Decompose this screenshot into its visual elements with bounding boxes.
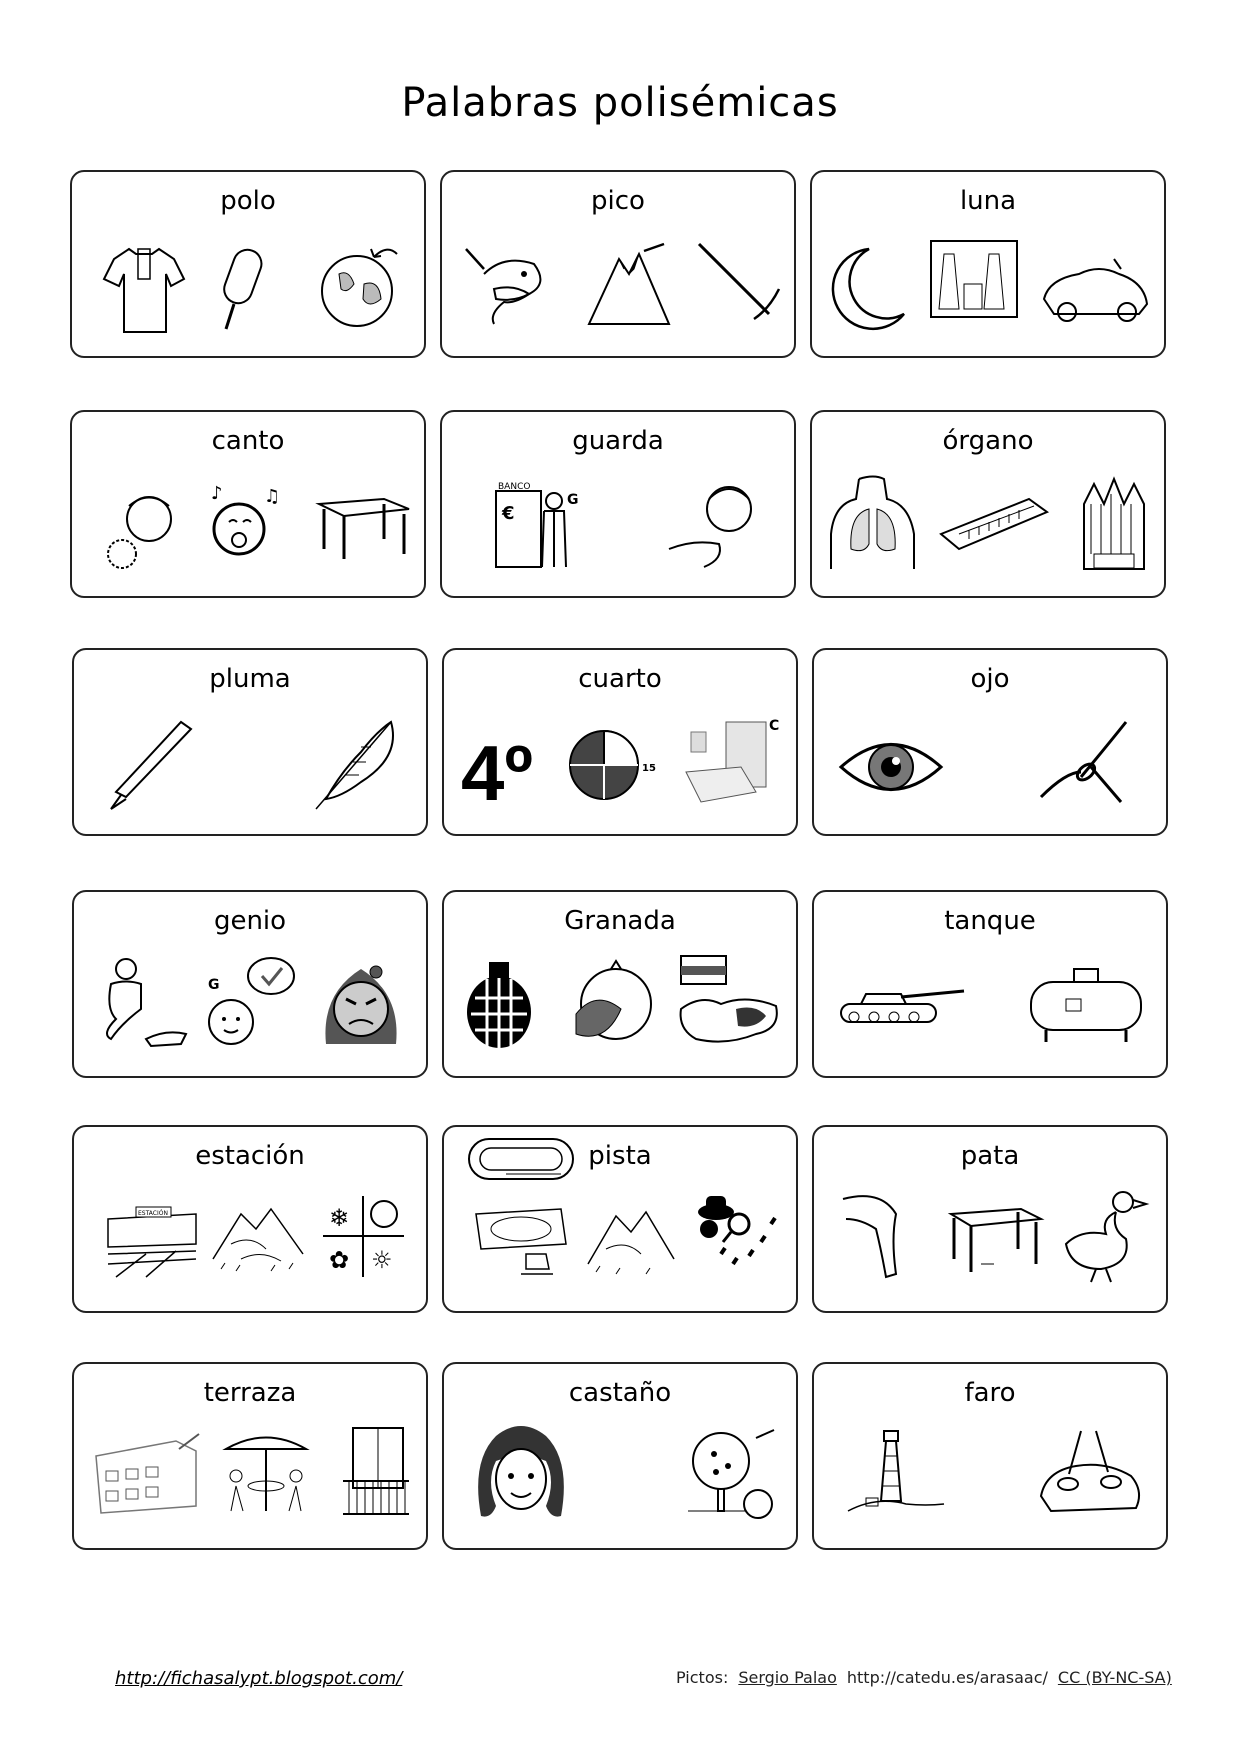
animal-leg-icon	[841, 1189, 911, 1284]
car-window-icon	[1039, 254, 1149, 324]
guard-letter: G	[567, 492, 579, 508]
card-genio	[72, 890, 428, 1078]
feather-icon	[311, 717, 401, 812]
card-guarda	[440, 410, 796, 598]
card-word: canto	[211, 426, 285, 456]
ice-rink-icon	[471, 1204, 571, 1279]
water-tank-icon	[1026, 964, 1146, 1044]
card-word: polo	[220, 186, 276, 216]
balcony-icon	[341, 1426, 411, 1516]
card-cuarto	[442, 648, 798, 836]
genius-icon	[206, 954, 296, 1049]
ski-slope-icon	[586, 1204, 676, 1279]
euro-sign: €	[502, 503, 515, 524]
card-word: cuarto	[578, 664, 662, 694]
grenade-icon	[461, 954, 541, 1049]
stone-throw-icon	[104, 484, 184, 574]
credits	[676, 1668, 1182, 1687]
card-word: estación	[195, 1141, 305, 1171]
fourth-numeral: 4º	[461, 729, 533, 817]
svg-text:♫: ♫	[264, 486, 281, 507]
card-word: pata	[960, 1141, 1020, 1171]
card-luna	[810, 170, 1166, 358]
shop-window-icon	[929, 239, 1019, 319]
bank-sign: BANCO	[498, 482, 531, 492]
card-word: guarda	[572, 426, 664, 456]
card-word: pico	[591, 186, 645, 216]
keeping-icon	[664, 479, 774, 569]
train-station-icon	[106, 1199, 201, 1279]
brown-hair-icon	[471, 1421, 571, 1521]
needle-eye-icon	[1036, 717, 1146, 807]
pomegranate-icon	[566, 959, 656, 1049]
room-letter: C	[769, 718, 780, 734]
ice-lolly-icon	[214, 244, 274, 334]
svg-text:♪: ♪	[211, 483, 223, 504]
card-word: ojo	[970, 664, 1010, 694]
room-icon	[681, 712, 781, 807]
fountain-pen-icon	[106, 717, 196, 812]
duck-icon	[1061, 1184, 1151, 1284]
quarter-minutes: 15	[642, 763, 656, 774]
station-sign: ESTACIÓN	[138, 1210, 168, 1217]
card-word: castaño	[568, 1378, 672, 1408]
card-faro	[812, 1362, 1168, 1550]
keyboard-icon	[939, 494, 1049, 554]
ski-station-icon	[211, 1199, 306, 1279]
mountain-peak-icon	[584, 239, 674, 329]
author-link[interactable]: Sergio Palao	[738, 1668, 837, 1687]
card-word: tanque	[944, 906, 1036, 936]
card-pico	[440, 170, 796, 358]
shirt-icon	[104, 244, 184, 334]
lighthouse-icon	[846, 1426, 946, 1521]
card-polo	[70, 170, 426, 358]
card-estacion	[72, 1125, 428, 1313]
card-word: faro	[964, 1378, 1016, 1408]
clue-icon	[691, 1194, 781, 1279]
temper-icon	[316, 954, 406, 1049]
pictos-label: Pictos:	[676, 1668, 729, 1687]
site-link[interactable]: http://fichasalypt.blogspot.com/	[115, 1668, 403, 1689]
card-word: terraza	[203, 1378, 297, 1408]
card-word: luna	[959, 186, 1017, 216]
cafe-terrace-icon	[221, 1431, 311, 1516]
genie-icon	[91, 954, 191, 1049]
fourth-icon	[461, 720, 561, 817]
pipe-organ-icon	[1079, 474, 1149, 569]
card-pista	[442, 1125, 798, 1313]
card-tanque	[812, 890, 1168, 1078]
car-headlight-icon	[1036, 1426, 1146, 1521]
moon-icon	[824, 244, 904, 334]
card-ojo	[812, 648, 1168, 836]
bank-guard-icon	[494, 479, 584, 569]
svg-text:☼: ☼	[371, 1246, 393, 1274]
genius-letter: G	[208, 977, 220, 993]
card-pluma	[72, 648, 428, 836]
army-tank-icon	[836, 979, 966, 1039]
quarter-clock-icon	[566, 727, 661, 807]
rooftop-terrace-icon	[91, 1431, 211, 1516]
beak-icon	[464, 244, 554, 334]
table-leg-icon	[946, 1204, 1046, 1279]
page-title: Palabras polisémicas	[401, 80, 839, 126]
card-word: Granada	[564, 906, 676, 936]
source-link[interactable]: http://catedu.es/arasaac/	[846, 1668, 1048, 1687]
card-terraza	[72, 1362, 428, 1550]
card-word: órgano	[942, 426, 1034, 456]
card-organo	[810, 410, 1166, 598]
granada-map-icon	[676, 954, 786, 1049]
eye-icon	[836, 727, 946, 807]
card-granada	[442, 890, 798, 1078]
card-word: pluma	[209, 664, 291, 694]
license-link[interactable]: CC (BY-NC-SA)	[1057, 1668, 1172, 1687]
lungs-icon	[829, 474, 919, 569]
card-castano	[442, 1362, 798, 1550]
svg-text:❄: ❄	[329, 1204, 350, 1232]
card-pata	[812, 1125, 1168, 1313]
card-canto	[70, 410, 426, 598]
card-word: genio	[213, 906, 287, 936]
pickaxe-icon	[694, 239, 784, 329]
card-word: pista	[588, 1141, 652, 1171]
table-edge-icon	[314, 484, 414, 564]
globe-pole-icon	[319, 239, 399, 329]
svg-text:✿: ✿	[329, 1246, 350, 1274]
chestnut-tree-icon	[686, 1426, 786, 1521]
seasons-icon	[321, 1194, 406, 1279]
race-track-icon	[466, 1134, 576, 1184]
singing-icon	[209, 484, 289, 564]
